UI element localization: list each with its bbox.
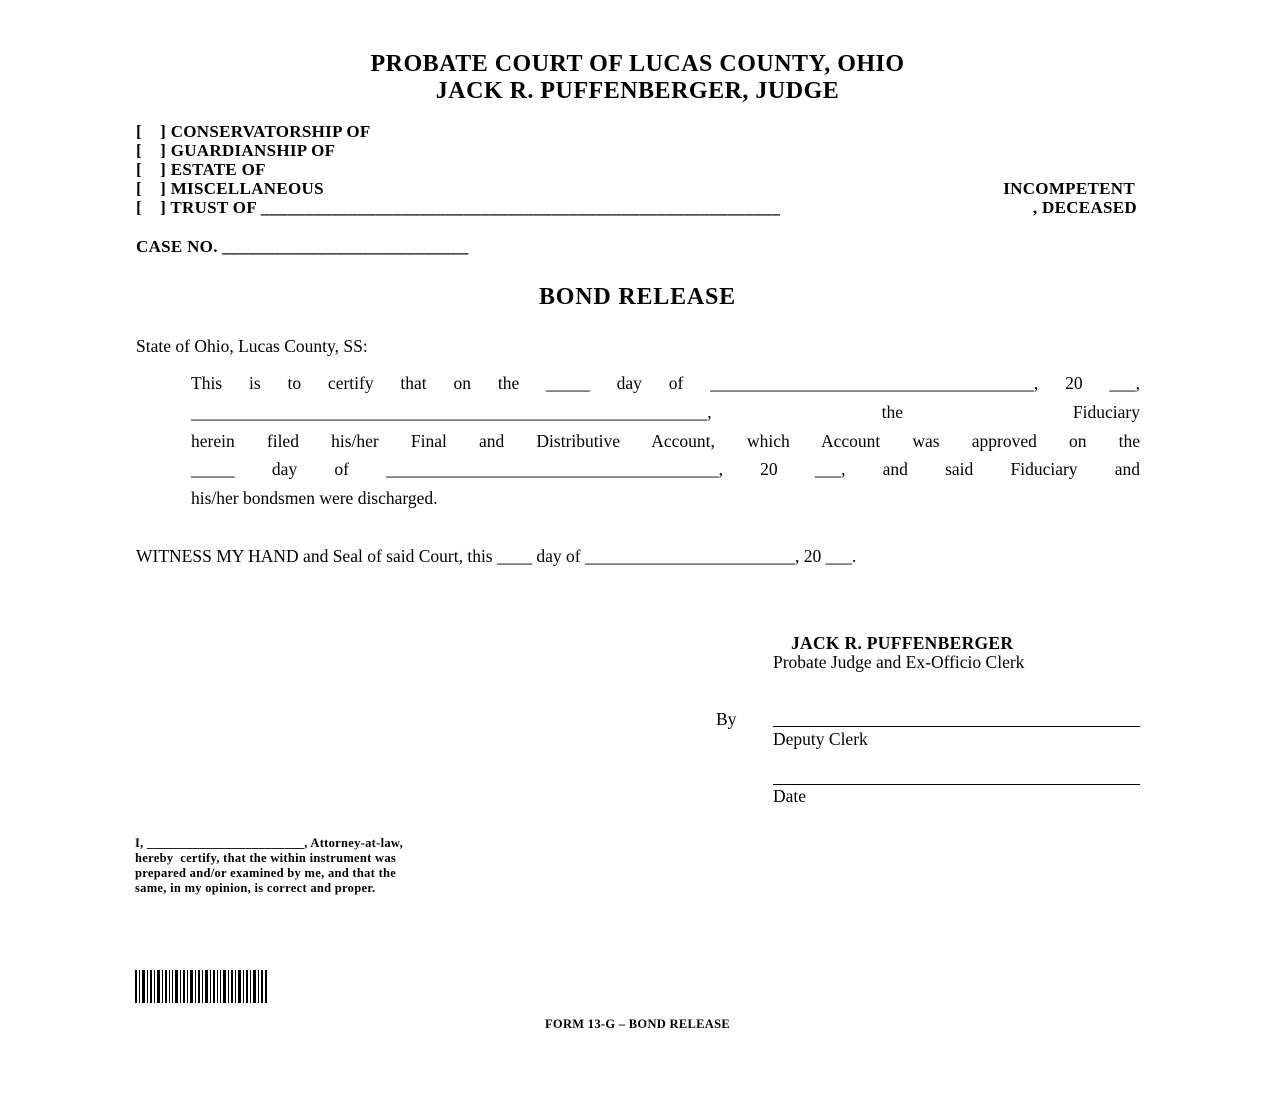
deceased-label: , DECEASED <box>1032 198 1137 217</box>
judge-title: JACK R. PUFFENBERGER, JUDGE <box>435 78 840 104</box>
date-label: Date <box>773 786 807 806</box>
case-type-label: ESTATE OF <box>170 160 266 179</box>
case-type-label: CONSERVATORSHIP OF <box>170 122 371 141</box>
judge-signature-name: JACK R. PUFFENBERGER <box>791 633 1014 653</box>
approval-year-field[interactable]: ___, <box>814 459 846 479</box>
date-signature-line[interactable] <box>773 784 1140 785</box>
judge-signature-title: Probate Judge and Ex-Officio Clerk <box>773 652 1025 672</box>
certify-line-5: his/her bondsmen were discharged. <box>191 488 438 508</box>
venue-statement: State of Ohio, Lucas County, SS: <box>136 336 368 356</box>
checkbox-bracket[interactable]: [ ] <box>136 198 167 217</box>
case-number-field[interactable]: CASE NO. ____________________________ <box>136 237 469 256</box>
attorney-cert-line-2: hereby certify, that the within instrument was <box>135 851 397 865</box>
case-type-estate[interactable] <box>136 160 266 180</box>
day-field[interactable]: _____ <box>546 373 590 393</box>
checkbox-bracket[interactable]: [ ] <box>136 179 167 198</box>
form-footer: FORM 13-G – BOND RELEASE <box>545 1017 730 1031</box>
case-type-label: TRUST OF ___________________________________________________________ <box>170 198 781 217</box>
year-field[interactable]: ___, <box>1109 373 1141 393</box>
case-type-conservatorship[interactable] <box>136 122 371 142</box>
barcode-icon <box>135 970 275 1003</box>
court-title: PROBATE COURT OF LUCAS COUNTY, OHIO <box>370 51 905 77</box>
witness-statement[interactable]: WITNESS MY HAND and Seal of said Court, this ____ day of ________________________, 20 ___. <box>136 546 857 566</box>
month-field[interactable]: _____________________________________, <box>710 373 1039 393</box>
case-type-guardianship[interactable] <box>136 141 335 161</box>
certify-line-3: herein filed his/her Final and Distributive Account, which Account was approved on the <box>191 431 1141 451</box>
case-type-label: GUARDIANSHIP OF <box>170 141 336 160</box>
deputy-signature-line[interactable] <box>773 726 1140 727</box>
case-type-trust[interactable] <box>136 198 780 218</box>
case-type-miscellaneous[interactable] <box>136 179 324 199</box>
approval-month-field[interactable]: ______________________________________, <box>386 459 723 479</box>
certify-line-4: _____ day of ______________________________________, 20 ___, and said Fiduciary and <box>191 459 1140 479</box>
document-title: BOND RELEASE <box>539 284 736 310</box>
attorney-cert-line-4: same, in my opinion, is correct and proper. <box>135 881 376 895</box>
deputy-clerk-label: Deputy Clerk <box>773 729 868 749</box>
fiduciary-name-field[interactable]: ___________________________________________________________, <box>191 402 712 422</box>
case-type-label: MISCELLANEOUS <box>170 179 324 198</box>
by-label: By <box>716 709 737 729</box>
certify-line-2: ___________________________________________________________, the Fiduciary <box>191 402 1140 422</box>
checkbox-bracket[interactable]: [ ] <box>136 122 167 141</box>
incompetent-label: INCOMPETENT <box>1003 179 1135 198</box>
checkbox-bracket[interactable]: [ ] <box>136 141 167 160</box>
certify-line-1: This is to certify that on the _____ day of _____________________________________, 20 ___, <box>191 373 1141 393</box>
attorney-cert-line-1[interactable]: I, ________________________, Attorney-at-law, <box>135 836 403 850</box>
approval-day-field[interactable]: _____ <box>191 459 235 479</box>
checkbox-bracket[interactable]: [ ] <box>136 160 167 179</box>
attorney-cert-line-3: prepared and/or examined by me, and that the <box>135 866 397 880</box>
